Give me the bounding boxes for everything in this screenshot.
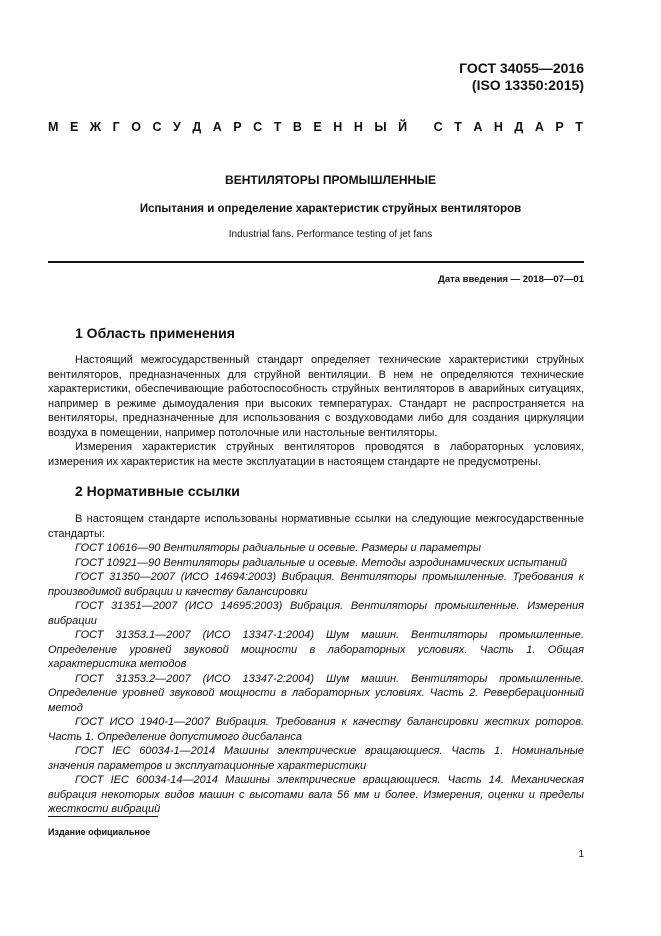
- heading-letter: Н: [333, 120, 343, 134]
- section-1-body: [48, 353, 584, 469]
- standard-type-heading: [48, 120, 583, 134]
- heading-letter: Д: [514, 120, 524, 134]
- paragraph: Измерения характеристик струйных вентиляторов проводятся в лабораторных условиях, измерения их характеристик на месте эксплуатации в настоящем стандарте не предусмотрены.: [48, 441, 584, 468]
- reference-item: ГОСТ 31353.1—2007 (ИСО 13347-1:2004) Шум машин. Вентиляторы промышленные. Определение уровней звуковой мощности в лабораторных условиях. Часть 1. Общая характеристика методов: [48, 629, 584, 670]
- heading-letter: Ж: [89, 120, 102, 134]
- heading-letter: С: [253, 120, 263, 134]
- heading-letter: Г: [112, 120, 120, 134]
- heading-letter: Т: [575, 120, 583, 134]
- heading-letter: С: [152, 120, 162, 134]
- document-title: ВЕНТИЛЯТОРЫ ПРОМЫШЛЕННЫЕ: [225, 173, 436, 187]
- english-title: Industrial fans. Performance testing of jet fans: [228, 229, 433, 240]
- heading-letter: У: [173, 120, 181, 134]
- reference-item: ГОСТ 10616—90 Вентиляторы радиальные и осевые. Размеры и параметры: [75, 542, 481, 554]
- document-designation: [459, 60, 584, 94]
- title-divider: [48, 261, 584, 263]
- heading-letter: [419, 120, 422, 134]
- reference-item: ГОСТ IEC 60034-14—2014 Машины электрические вращающиеся. Часть 14. Механическая вибрация некоторых видов машин с высотами вала 56 мм и более. Измерения, оценки и пределы жесткости вибраций: [48, 774, 584, 815]
- heading-letter: Р: [555, 120, 564, 134]
- heading-letter: Е: [69, 120, 79, 134]
- heading-letter: В: [292, 120, 302, 134]
- heading-letter: А: [473, 120, 483, 134]
- iso-number: (ISO 13350:2015): [471, 77, 584, 93]
- section-2-body: [48, 512, 584, 817]
- heading-letter: Ы: [374, 120, 387, 134]
- heading-letter: О: [131, 120, 141, 134]
- official-edition-note: Издание официальное: [48, 827, 151, 837]
- gost-number: ГОСТ 34055—2016: [459, 60, 584, 76]
- heading-letter: Р: [233, 120, 242, 134]
- heading-letter: С: [433, 120, 443, 134]
- footer-divider: [48, 816, 158, 817]
- heading-letter: М: [48, 120, 59, 134]
- heading-letter: А: [534, 120, 544, 134]
- section-1-heading: 1 Область применения: [75, 325, 235, 341]
- heading-letter: Й: [398, 120, 408, 134]
- heading-letter: Н: [353, 120, 363, 134]
- document-subtitle: Испытания и определение характеристик струйных вентиляторов: [139, 203, 522, 215]
- heading-letter: А: [212, 120, 222, 134]
- reference-item: ГОСТ 31353.2—2007 (ИСО 13347-2:2004) Шум машин. Вентиляторы промышленные. Определение уровней звуковой мощности в лабораторных условиях. Часть 2. Реверберационный метод: [48, 672, 584, 714]
- reference-item: ГОСТ 31350—2007 (ИСО 14694:2003) Вибрация. Вентиляторы промышленные. Требования к производимой вибрации и качеству балансировки: [48, 571, 584, 598]
- page-number: 1: [578, 849, 584, 860]
- reference-item: ГОСТ 31351—2007 (ИСО 14695:2003) Вибрация. Вентиляторы промышленные. Измерения вибрации: [48, 600, 584, 627]
- reference-item: ГОСТ 10921—90 Вентиляторы радиальные и осевые. Методы аэродинамических испытаний: [75, 556, 567, 569]
- heading-letter: Т: [454, 120, 462, 134]
- paragraph: В настоящем стандарте использованы нормативные ссылки на следующие межгосударственные стандарты:: [48, 513, 584, 540]
- heading-letter: Д: [192, 120, 202, 134]
- reference-item: ГОСТ ИСО 1940-1—2007 Вибрация. Требования к качеству балансировки жестких роторов. Часть 1. Определение допустимого дисбаланса: [48, 716, 584, 743]
- heading-letter: Н: [493, 120, 503, 134]
- introduction-date: Дата введения — 2018—07—01: [438, 274, 584, 285]
- section-2-heading: 2 Нормативные ссылки: [75, 483, 240, 499]
- heading-letter: Т: [273, 120, 282, 134]
- reference-item: ГОСТ IEC 60034-1—2014 Машины электрические вращающиеся. Часть 1. Номинальные значения параметров и эксплуатационные характеристики: [48, 745, 584, 772]
- paragraph: Настоящий межгосударственный стандарт определяет технические характеристики струйных вентиляторов, предназначенных для струйной вентиляции. В нем не определяются технические характеристики, обеспечивающие работоспособность струйных вентиляторов в аварийных ситуациях, например в режиме дымоудаления при высоких температурах. Стандарт не распространяется на вентиляторы, предназначенные для использования с воздуховодами либо для создания циркуляции воздуха в помещении, например потолочные или настольные вентиляторы.: [48, 354, 584, 439]
- heading-letter: Е: [313, 120, 322, 134]
